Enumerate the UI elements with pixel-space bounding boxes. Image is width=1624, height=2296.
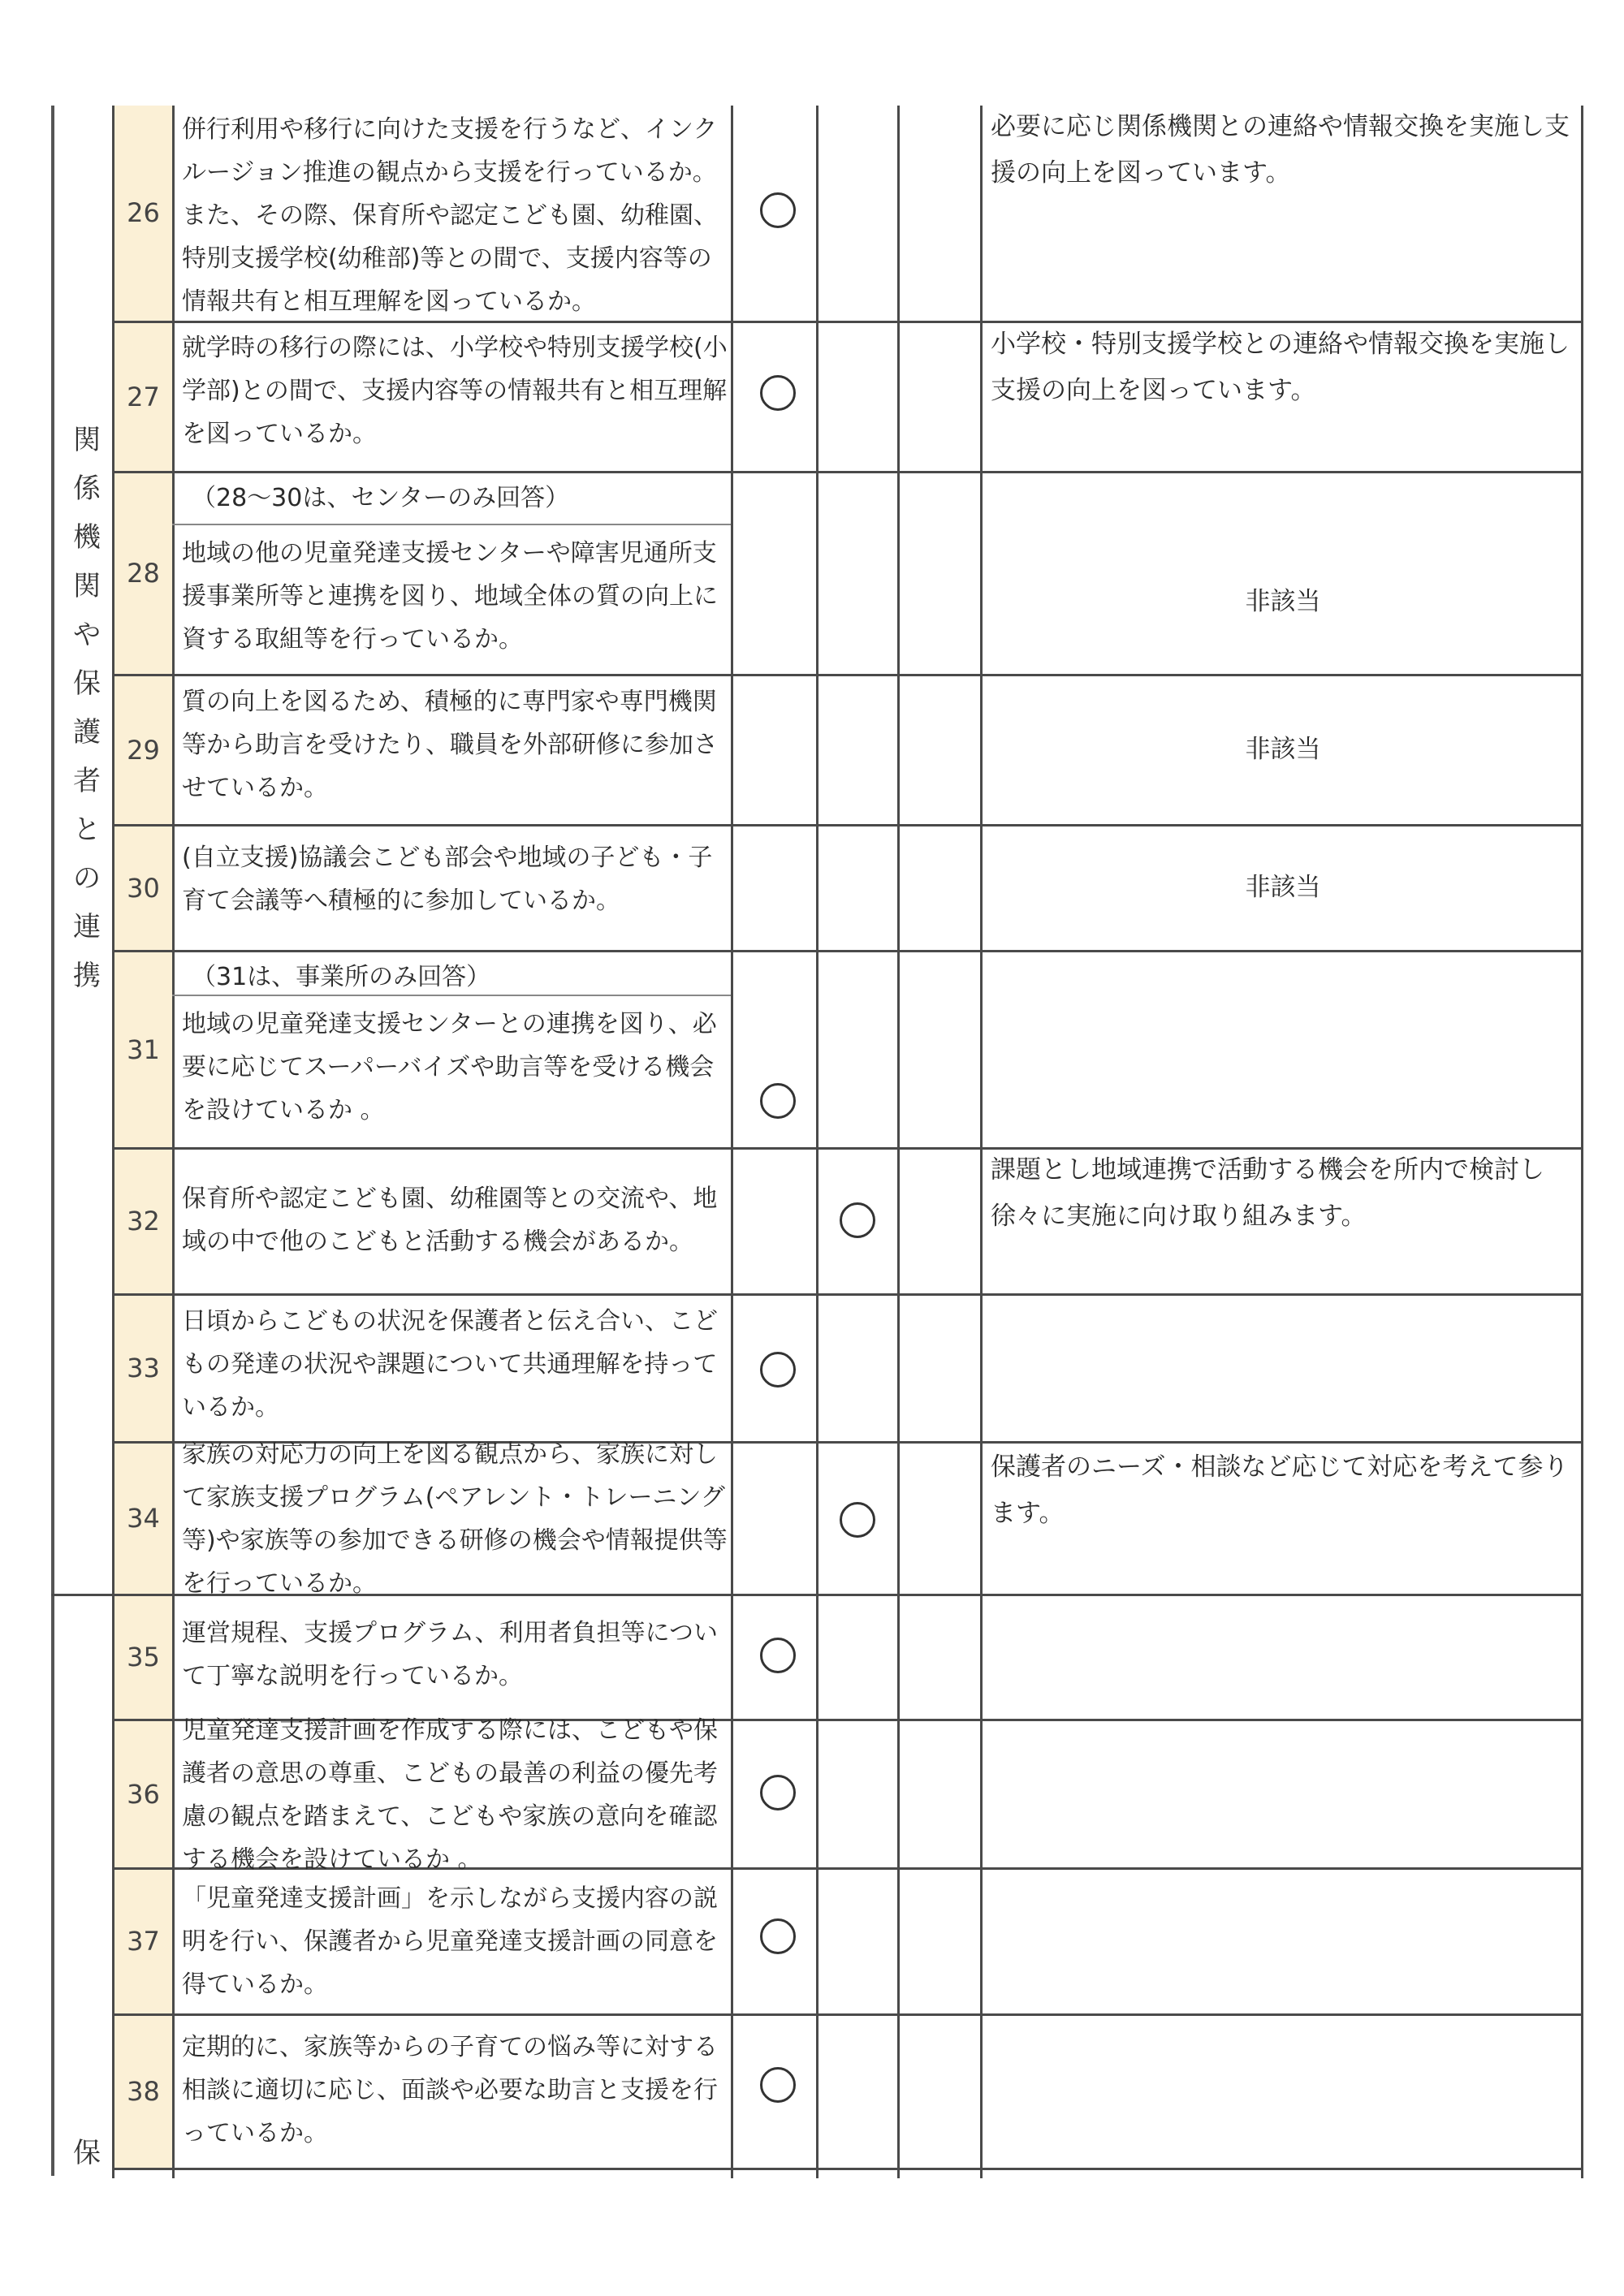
- yes-mark-circle: [760, 1775, 796, 1810]
- answer-scope-note: （28～30は、センターのみ回答）: [192, 484, 570, 512]
- question-text: 地域の他の児童発達支援センターや障害児通所支援事業所等と連携を図り、地域全体の質の向上に資する取組等を行っているか。: [182, 539, 718, 654]
- remark-text: 小学校・特別支援学校との連絡や情報交換を実施し支援の向上を図っています。: [991, 330, 1570, 405]
- note-divider: [172, 524, 731, 525]
- category-char: の: [73, 862, 101, 895]
- item-number: 38: [114, 2016, 172, 2168]
- question-text: 児童発達支援計画を作成する際には、こどもや保護者の意思の尊重、こどもの最善の利益の優先考慮の観点を踏まえて、こどもや家族の意向を確認する機会を設けているか 。: [182, 1716, 718, 1874]
- row-divider: [112, 2013, 1583, 2016]
- question-text: 「児童発達支援計画」を示しながら支援内容の説明を行い、保護者から児童発達支援計画の同意を得ているか。: [182, 1884, 718, 1999]
- row-divider: [112, 950, 1583, 952]
- category-char: 携: [73, 960, 101, 992]
- item-number: 27: [114, 323, 172, 471]
- category-char: や: [73, 619, 101, 651]
- item-number: 28: [114, 473, 172, 674]
- remark-text: 必要に応じ関係機関との連絡や情報交換を実施し支援の向上を図っています。: [991, 112, 1570, 188]
- note-divider: [172, 995, 731, 996]
- yes-mark-circle: [760, 375, 796, 411]
- row-divider: [112, 471, 1583, 473]
- yes-mark-circle: [760, 192, 796, 228]
- question-text: 質の向上を図るため、積極的に専門家や専門機関等から助言を受けたり、職員を外部研修に参加させているか。: [182, 688, 718, 802]
- partial-mark-circle: [840, 1202, 875, 1238]
- question-text: 就学時の移行の際には、小学校や特別支援学校(小学部)との間で、支援内容等の情報共有と相互理解を図っているか。: [182, 334, 728, 448]
- item-number: 34: [114, 1444, 172, 1594]
- not-applicable-text: 非該当: [1245, 735, 1321, 764]
- item-number: 33: [114, 1296, 172, 1441]
- question-text: (自立支援)協議会こども部会や地域の子ども・子育て会議等へ積極的に参加しているか。: [182, 844, 713, 915]
- not-applicable-text: 非該当: [1245, 587, 1321, 616]
- category-char: 者: [73, 765, 101, 797]
- row-divider: [112, 1293, 1583, 1296]
- row-divider: [112, 824, 1583, 826]
- category-char: 連: [73, 911, 101, 943]
- item-number: 36: [114, 1721, 172, 1867]
- not-applicable-text: 非該当: [1245, 873, 1321, 902]
- row-divider: [112, 674, 1583, 676]
- category-char: 保: [73, 667, 101, 700]
- category-char: と: [73, 814, 101, 846]
- category-cell-kankei: [51, 106, 101, 1595]
- category-char: 機: [73, 521, 101, 554]
- remark-text: 保護者のニーズ・相談など応じて対応を考えて参ります。: [991, 1452, 1569, 1528]
- question-text: 運営規程、支援プログラム、利用者負担等について丁寧な説明を行っているか。: [182, 1619, 718, 1690]
- category-char: 係: [73, 473, 101, 505]
- item-number: 35: [114, 1596, 172, 1719]
- yes-mark-circle: [760, 1638, 796, 1673]
- remark-text: 課題とし地域連携で活動する機会を所内で検討し徐々に実施に向け取り組みます。: [991, 1155, 1544, 1231]
- question-text: 併行利用や移行に向けた支援を行うなど、インクルージョン推進の観点から支援を行っているか。また、その際、保育所や認定こども園、幼稚園、特別支援学校(幼稚部)等との間で、支援内容等の情報共有と相互理解を図っているか。: [182, 115, 718, 316]
- row-divider: [112, 2168, 1583, 2170]
- item-number: 26: [114, 106, 172, 321]
- question-text: 日頃からこどもの状況を保護者と伝え合い、こどもの発達の状況や課題について共通理解を持っているか。: [182, 1307, 718, 1422]
- category-char: 関: [73, 424, 101, 456]
- yes-mark-circle: [760, 1918, 796, 1954]
- question-text: 保育所や認定こども園、幼稚園等との交流や、地域の中で他のこどもと活動する機会があるか。: [182, 1185, 718, 1256]
- yes-mark-circle: [760, 2067, 796, 2103]
- category-cell-hogosha: [51, 1595, 101, 2176]
- yes-mark-circle: [760, 1083, 796, 1119]
- question-text: 地域の児童発達支援センターとの連携を図り、必要に応じてスーパーバイズや助言等を受ける機会を設けているか 。: [182, 1010, 717, 1124]
- item-number: 31: [114, 952, 172, 1147]
- category-char: 保: [73, 2137, 101, 2169]
- item-number: 37: [114, 1870, 172, 2013]
- answer-scope-note: （31は、事業所のみ回答）: [192, 963, 491, 991]
- partial-mark-circle: [840, 1502, 875, 1538]
- item-number: 30: [114, 826, 172, 950]
- question-text: 家族の対応力の向上を図る観点から、家族に対して家族支援プログラム(ペアレント・トレーニング等)や家族等の参加できる研修の機会や情報提供等を行っているか。: [182, 1440, 728, 1598]
- item-number: 32: [114, 1150, 172, 1293]
- category-char: 護: [73, 716, 101, 749]
- item-number: 29: [114, 676, 172, 824]
- yes-mark-circle: [760, 1352, 796, 1388]
- category-char: 関: [73, 570, 101, 602]
- question-text: 定期的に、家族等からの子育ての悩み等に対する相談に適切に応じ、面談や必要な助言と支援を行っているか。: [182, 2033, 718, 2147]
